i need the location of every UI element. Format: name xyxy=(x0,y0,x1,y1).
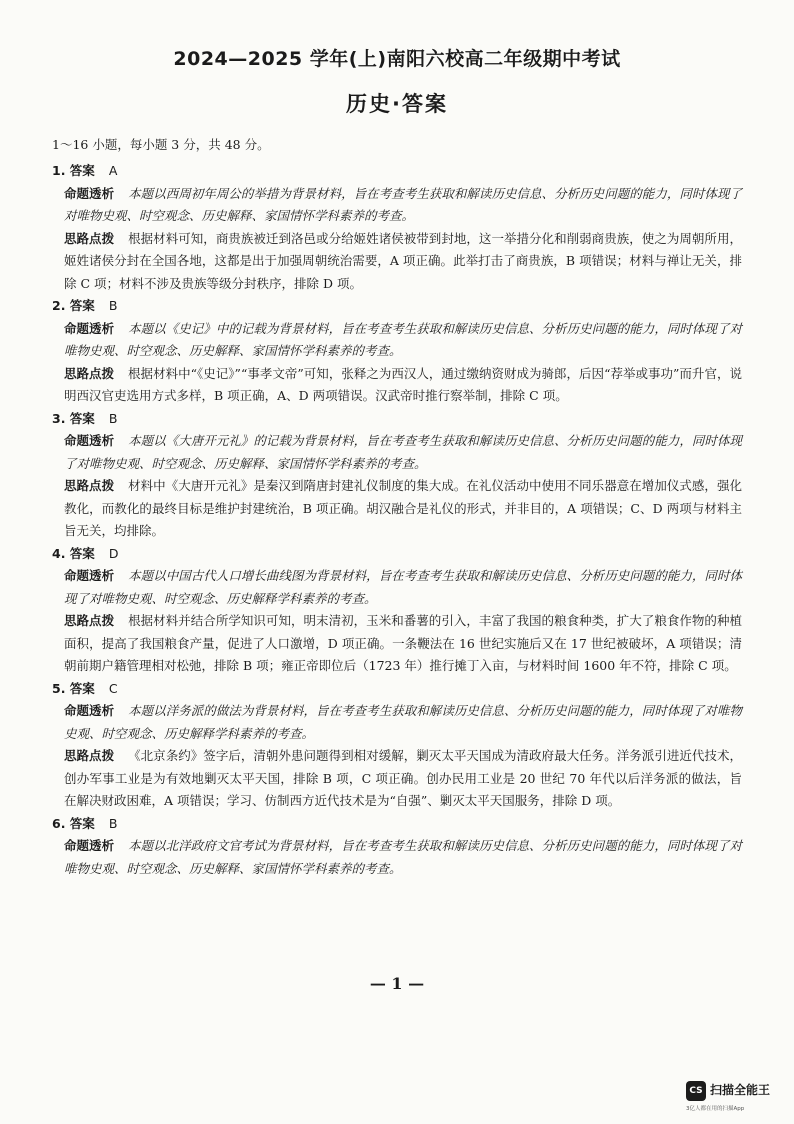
hint-paragraph: 思路点拨 材料中《大唐开元礼》是秦汉到隋唐封建礼仪制度的集大成。在礼仪活动中使用不同乐器意在增加仪式感，强化教化，而教化的最终目标是维护封建统治，B 项正确。胡汉融合是礼仪的形式，并非目的，A 项错误；C、D 两项与材料主旨无关，均排除。 xyxy=(64,478,742,538)
answer-subtitle: 历史·答案 xyxy=(346,92,448,116)
watermark-name: 扫描全能王 xyxy=(710,1083,771,1097)
answer-letter: B xyxy=(108,298,118,313)
answer-line: 2. 答案 B xyxy=(52,298,118,313)
question-block xyxy=(52,678,742,813)
question-block xyxy=(52,543,742,678)
answer-line: 6. 答案 B xyxy=(52,815,118,831)
answer-letter: D xyxy=(108,545,119,561)
answer-line: 1. 答案 A xyxy=(52,163,118,178)
hint-paragraph: 思路点拨 根据材料可知，商贵族被迁到洛邑或分给姬姓诸侯被带到封地，这一举措分化和削弱商贵族，使之为周朝所用，姬姓诸侯分封在全国各地，这都是出于加强周朝统治需要，A 项正确。此举打击了商贵族，B 项错误；材料与禅让无关，排除 C 项；材料不涉及贵族等级分封秩序，排除 D 项。 xyxy=(64,230,742,291)
analysis-paragraph: 命题透析 本题以西周初年周公的举措为背景材料，旨在考查考生获取和解读历史信息、分析历史问题的能力，同时体现了对唯物史观、时空观念、历史解释、家国情怀学科素养的考查。 xyxy=(64,185,742,223)
answer-list xyxy=(52,160,742,880)
answer-letter: B xyxy=(108,410,118,426)
question-block xyxy=(52,295,742,408)
watermark-tagline: 3亿人都在用的扫描App xyxy=(686,1106,745,1112)
question-block xyxy=(52,408,742,543)
question-block xyxy=(52,813,742,881)
answer-line: 4. 答案 D xyxy=(52,545,119,561)
intro-text: 1～16 小题，每小题 3 分，共 48 分。 xyxy=(52,137,270,152)
camscanner-logo-icon: CS xyxy=(686,1081,706,1101)
answer-letter: B xyxy=(108,815,118,831)
analysis-paragraph: 命题透析 本题以北洋政府文官考试为背景材料，旨在考查考生获取和解读历史信息、分析历史问题的能力，同时体现了对唯物史观、时空观念、历史解释、家国情怀学科素养的考查。 xyxy=(64,838,742,876)
question-block xyxy=(52,160,742,295)
exam-title: 2024—2025 学年(上)南阳六校高二年级期中考试 xyxy=(173,48,621,70)
hint-paragraph: 思路点拨 《北京条约》签字后，清朝外患问题得到相对缓解，剿灭太平天国成为清政府最大任务。洋务派引进近代技术，创办军事工业是为有效地剿灭太平天国，排除 B 项，C 项正确。创办民用工业是 20 世纪 70 年代以后洋务派的做法，旨在解决财政困难，A 项错误；学习、仿制西方近代技术是为“自强”、剿灭太平天国服务，排除 D 项。 xyxy=(64,748,742,808)
scanner-watermark xyxy=(686,1078,786,1118)
answer-letter: C xyxy=(108,680,118,696)
answer-line: 3. 答案 B xyxy=(52,410,118,426)
hint-paragraph: 思路点拨 根据材料并结合所学知识可知，明末清初，玉米和番薯的引入，丰富了我国的粮食种类，扩大了粮食作物的种植面积，提高了我国粮食产量，促进了人口激增，D 项正确。一条鞭法在 16 世纪实施后又在 17 世纪被破坏，A 项错误；清朝前期户籍管理相对松弛，排除 B 项；雍正帝即位后（1723 年）推行摊丁入亩，与材料时间 1600 年不符，排除 C 项。 xyxy=(64,613,742,673)
hint-paragraph: 思路点拨 根据材料中“《史记》”“事孝文帝”可知，张释之为西汉人，通过缴纳资财成为骑郎，后因“荐举或事功”而升官，说明西汉官吏选用方式多样，B 项正确，A、D 两项错误。汉武帝时推行察举制，排除 C 项。 xyxy=(64,365,742,403)
page-number: — 1 — xyxy=(369,974,425,993)
analysis-paragraph: 命题透析 本题以洋务派的做法为背景材料，旨在考查考生获取和解读历史信息、分析历史问题的能力，同时体现了对唯物史观、时空观念、历史解释学科素养的考查。 xyxy=(64,703,742,741)
answer-letter: A xyxy=(108,163,118,178)
analysis-paragraph: 命题透析 本题以《史记》中的记载为背景材料，旨在考查考生获取和解读历史信息、分析历史问题的能力，同时体现了对唯物史观、时空观念、历史解释、家国情怀学科素养的考查。 xyxy=(64,320,742,358)
analysis-paragraph: 命题透析 本题以《大唐开元礼》的记载为背景材料，旨在考查考生获取和解读历史信息、分析历史问题的能力，同时体现了对唯物史观、时空观念、历史解释、家国情怀学科素养的考查。 xyxy=(64,433,742,471)
analysis-paragraph: 命题透析 本题以中国古代人口增长曲线图为背景材料，旨在考查考生获取和解读历史信息、分析历史问题的能力，同时体现了对唯物史观、时空观念、历史解释学科素养的考查。 xyxy=(64,568,742,606)
answer-line: 5. 答案 C xyxy=(52,680,118,696)
